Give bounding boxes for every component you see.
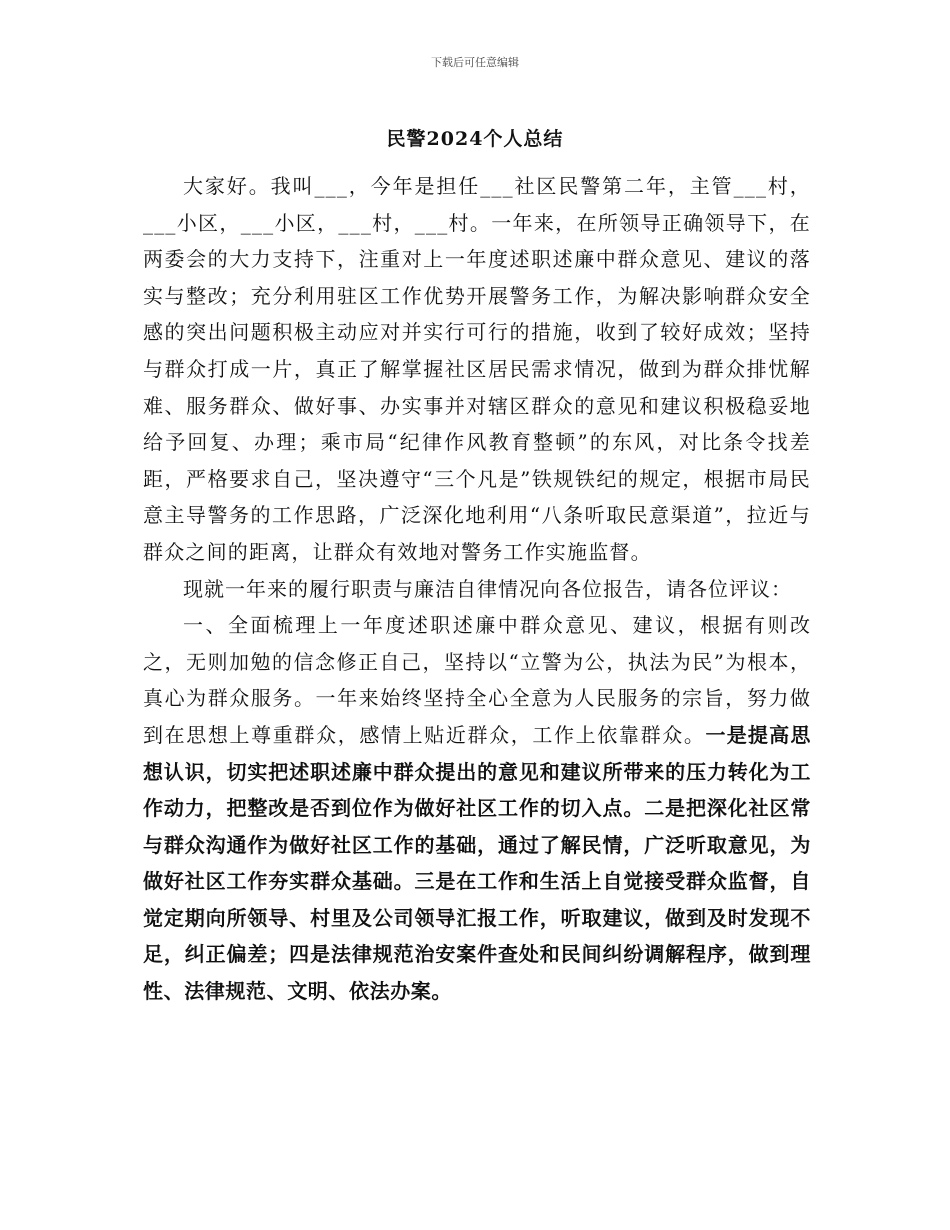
- paragraph-intro: 大家好。我叫___，今年是担任___社区民警第二年，主管___村，___小区，___小区，___村，___村。一年来，在所领导正确领导下，在两委会的大力支持下，注重对上一年度述职述廉中群众意见、建议的落实与整改；充分利用驻区工作优势开展警务工作，为解决影响群众安全感的突出问题积极主动应对并实行可行的措施，收到了较好成效；坚持与群众打成一片，真正了解掌握社区居民需求情况，做到为群众排忧解难、服务群众、做好事、办实事并对辖区群众的意见和建议积极稳妥地给予回复、办理；乘市局“纪律作风教育整顿”的东风，对比条令找差距，严格要求自己，坚决遵守“三个凡是”铁规铁纪的规定，根据市局民意主导警务的工作思路，广泛深化地利用“八条听取民意渠道”，拉近与群众之间的距离，让群众有效地对警务工作实施监督。: [143, 174, 811, 564]
- header-note: 下载后可任意编辑: [431, 56, 519, 69]
- document-body: [143, 168, 811, 1010]
- section-one-text: 一、全面梳理上一年度述职述廉中群众意见、建议，根据有则改之，无则加勉的信念修正自己，坚持以“立警为公，执法为民”为根本，真心为群众服务。一年来始终坚持全心全意为人民服务的宗旨，努力做到在思想上尊重群众，感情上贴近群众，工作上依靠群众。: [143, 613, 811, 747]
- document-title: 民警2024个人总结: [386, 128, 564, 150]
- section-one-bold-text: 一是提高思想认识，切实把述职述廉中群众提出的意见和建议所带来的压力转化为工作动力，把整改是否到位作为做好社区工作的切入点。二是把深化社区常与群众沟通作为做好社区工作的基础，通过了解民情，广泛听取意见，为做好社区工作夯实群众基础。三是在工作和生活上自觉接受群众监督，自觉定期向所领导、村里及公司领导汇报工作，听取建议，做到及时发现不足，纠正偏差；四是法律规范治安案件查处和民间纠纷调解程序，做到理性、法律规范、文明、依法办案。: [143, 722, 812, 1004]
- paragraph-section-one: [143, 607, 811, 1010]
- paragraph-report-lead: 现就一年来的履行职责与廉洁自律情况向各位报告，请各位评议：: [183, 576, 792, 601]
